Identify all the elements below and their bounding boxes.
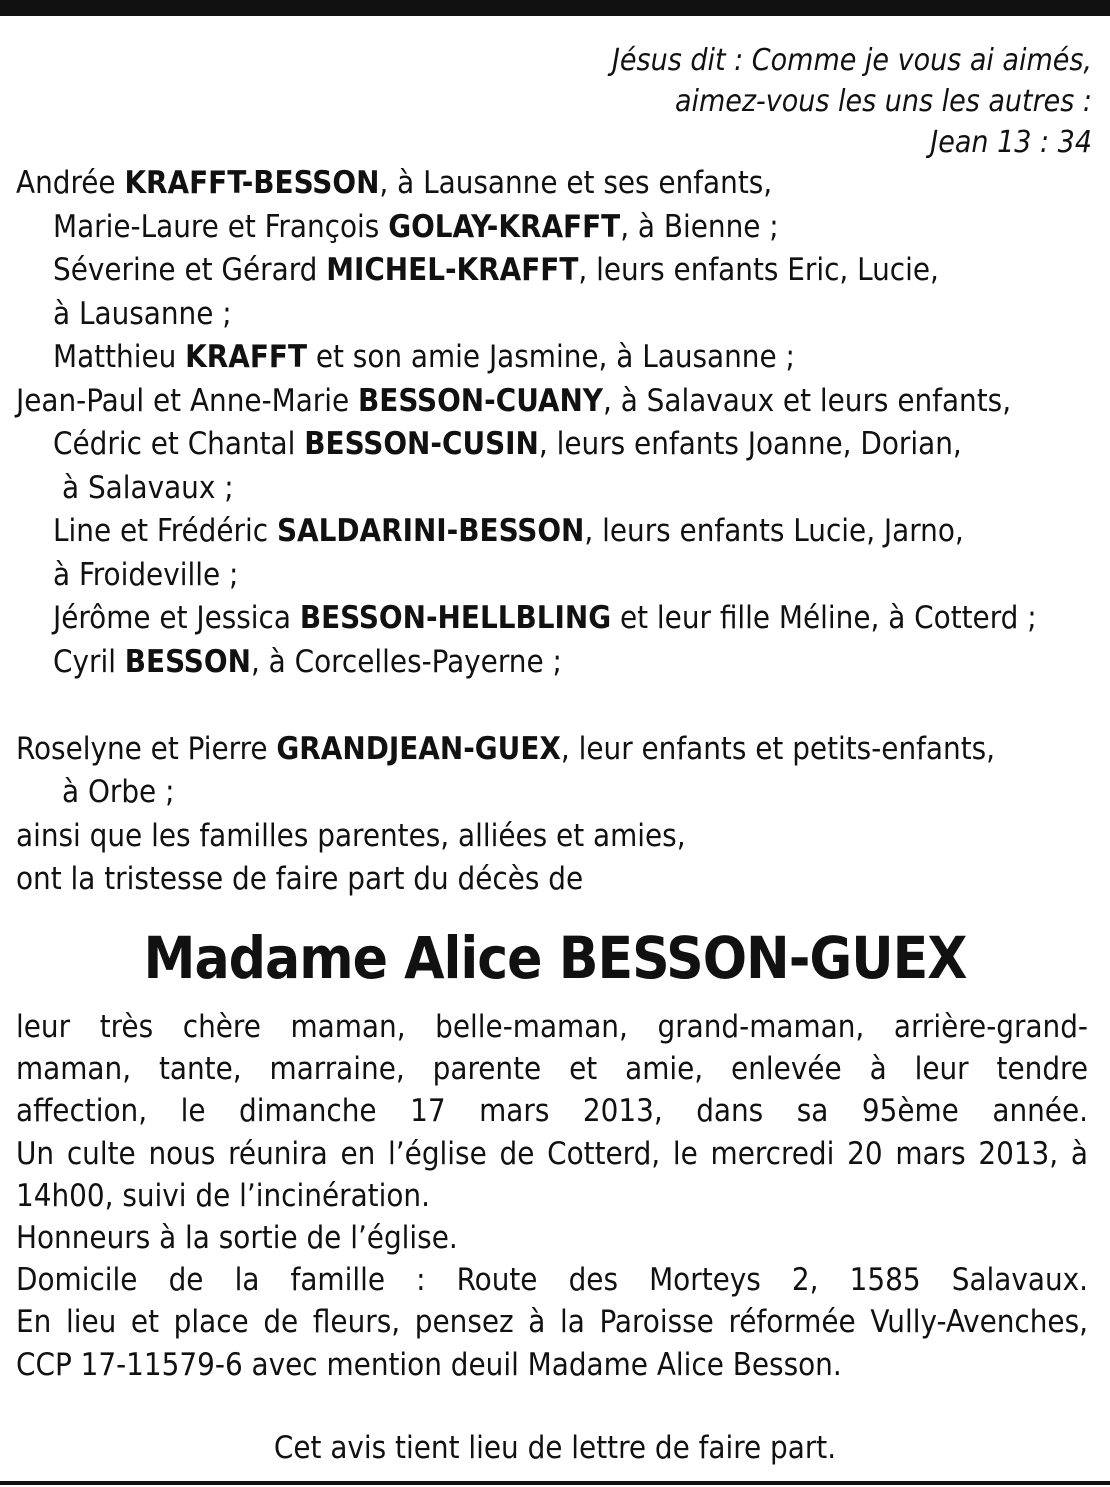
family-line: [16, 728, 1094, 772]
family-line-text: Line et Frédéric: [53, 513, 277, 549]
family-surname: GOLAY-KRAFFT: [388, 208, 621, 245]
family-surname: SALDARINI-BESSON: [276, 513, 585, 549]
family-line-text: et leur fille Méline, à Cotterd ;: [611, 600, 1037, 636]
body-line: 14h00, suivi de l’incinération.: [16, 1177, 430, 1214]
verse-reference: Jean 13 : 34: [930, 125, 1092, 160]
family-line: [16, 162, 1094, 206]
family-line: [16, 771, 1094, 815]
footer-note: Cet avis tient lieu de lettre de faire part.: [273, 1430, 837, 1466]
family-line-text: , à Bienne ;: [620, 208, 779, 245]
family-surname: GRANDJEAN-GUEX: [276, 730, 561, 767]
family-line-text: , leurs enfants Eric, Lucie,: [578, 252, 939, 288]
body-line: affection, le dimanche 17 mars 2013, dans sa 95ème année.: [16, 1093, 1088, 1130]
family-line-text: Jérôme et Jessica: [53, 600, 300, 636]
family-line: [16, 510, 1094, 554]
family-line-text: Séverine et Gérard: [53, 252, 327, 288]
body-line: En lieu et place de fleurs, pensez à la Paroisse réformée Vully-Avenches,: [16, 1304, 1088, 1341]
family-line-text: Jean-Paul et Anne-Marie: [16, 382, 359, 419]
family-line: [16, 554, 1094, 598]
family-line-text: , leurs enfants Lucie, Jarno,: [584, 513, 964, 549]
family-line: [16, 641, 1094, 685]
family-surname: MICHEL-KRAFFT: [326, 252, 579, 288]
family-line: [16, 597, 1094, 641]
body-line: Honneurs à la sortie de l’église.: [16, 1220, 458, 1257]
family-surname: BESSON-CUANY: [358, 382, 604, 419]
bible-verse: [392, 40, 1092, 163]
family-line: [16, 815, 1094, 859]
family-line-text: à Salavaux ;: [62, 469, 234, 506]
top-rule: [0, 0, 1110, 16]
family-line: [16, 249, 1094, 293]
body-line: CCP 17-11579-6 avec mention deuil Madame Alice Besson.: [16, 1346, 842, 1383]
family-line-text: Andrée: [16, 165, 125, 201]
verse-line: aimez-vous les uns les autres :: [674, 84, 1092, 119]
bottom-rule: [0, 1481, 1110, 1485]
family-line: [16, 380, 1094, 424]
family-line: [16, 206, 1094, 250]
family-surname: BESSON-CUSIN: [304, 426, 539, 462]
family-line-text: à Orbe ;: [62, 774, 175, 810]
family-line: [16, 423, 1094, 467]
family-line-text: , à Corcelles-Payerne ;: [250, 643, 562, 680]
family-line-text: à Lausanne ;: [53, 295, 232, 332]
family-line-text: , à Lausanne et ses enfants,: [379, 165, 773, 201]
body-line: Un culte nous réunira en l’église de Cotterd, le mercredi 20 mars 2013, à: [16, 1135, 1088, 1172]
notice-body: [16, 1006, 1088, 1386]
family-surname: BESSON-HELLBLING: [299, 600, 612, 636]
family-line-text: , à Salavaux et leurs enfants,: [603, 382, 1012, 419]
body-line: Domicile de la famille : Route des Morteys 2, 1585 Salavaux.: [16, 1262, 1088, 1299]
family-line-text: Cédric et Chantal: [53, 426, 305, 462]
blank-line: [16, 684, 1094, 728]
family-line-text: , leurs enfants Joanne, Dorian,: [538, 426, 962, 462]
verse-line: Jésus dit : Comme je vous ai aimés,: [611, 43, 1092, 78]
family-line-text: Roselyne et Pierre: [16, 730, 277, 767]
family-line-text: Matthieu: [53, 339, 186, 375]
body-line: leur très chère maman, belle-maman, grand-maman, arrière-grand-: [16, 1009, 1088, 1045]
family-line-text: Cyril: [53, 643, 125, 680]
family-line-text: ont la tristesse de faire part du décès de: [16, 861, 584, 897]
body-line: maman, tante, marraine, parente et amie, enlevée à leur tendre: [16, 1051, 1088, 1088]
family-line-text: à Froideville ;: [53, 556, 239, 593]
family-line: [16, 467, 1094, 511]
family-list: [16, 162, 1094, 902]
family-surname: BESSON: [124, 643, 251, 680]
family-line-text: ainsi que les familles parentes, alliées et amies,: [16, 817, 686, 854]
family-line: [16, 336, 1094, 380]
family-line-text: et son amie Jasmine, à Lausanne ;: [306, 339, 795, 375]
family-line: [16, 858, 1094, 902]
family-line: [16, 293, 1094, 337]
family-surname: KRAFFT: [185, 339, 307, 375]
deceased-name: Madame Alice BESSON-GUEX: [143, 924, 967, 992]
family-line-text: Marie-Laure et François: [53, 208, 389, 245]
family-surname: KRAFFT-BESSON: [124, 165, 380, 201]
family-line-text: , leur enfants et petits-enfants,: [560, 730, 996, 767]
